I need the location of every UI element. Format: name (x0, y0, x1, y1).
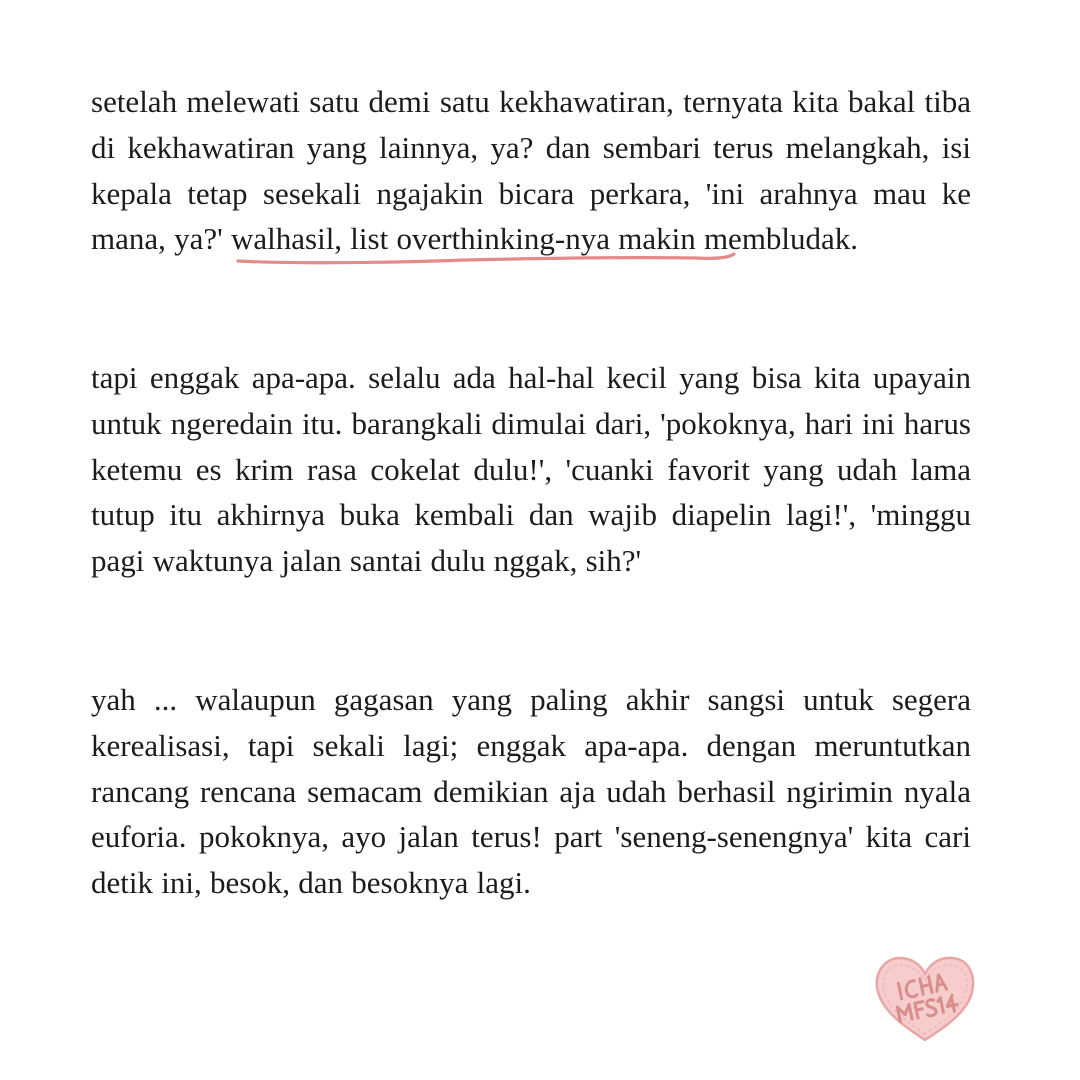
paragraph-1-text-after: walhasil, list overthinking-nya makin membludak. (222, 221, 859, 257)
paragraph-1 (91, 79, 971, 262)
paragraph-2: tapi enggak apa-apa. selalu ada hal-hal kecil yang bisa kita upayain untuk ngeredain itu. barangkali dimulai dari, 'pokoknya, hari ini harus ketemu es krim rasa cokelat dulu!', 'cuanki favorit yang udah lama tutup itu akhirnya buka kembali dan wajib diapelin lagi!', 'minggu pagi waktunya jalan santai dulu nggak, sih?' (91, 360, 971, 579)
paragraph-3: yah ... walaupun gagasan yang paling akhir sangsi untuk segera kerealisasi, tapi sekali lagi; enggak apa-apa. dengan meruntutkan rancang rencana semacam demikian aja udah berhasil ngirimin nyala euforia. pokoknya, ayo jalan terus! part 'seneng-senengnya' kita cari detik ini, besok, dan besoknya lagi. (91, 682, 971, 901)
paragraph-1-text-before: setelah melewati satu demi satu kekhawatiran, ternyata kita bakal tiba di kekhawatiran yang lainnya, ya? dan sembari terus melangkah, isi kepala tetap sesekali ngajakin bicara perkara, (91, 84, 971, 211)
heart-stamp-logo (872, 950, 978, 1046)
highlighted-quote: 'ini arahnya mau ke mana, ya?' (91, 175, 971, 257)
stamp-lettering (872, 950, 978, 1046)
